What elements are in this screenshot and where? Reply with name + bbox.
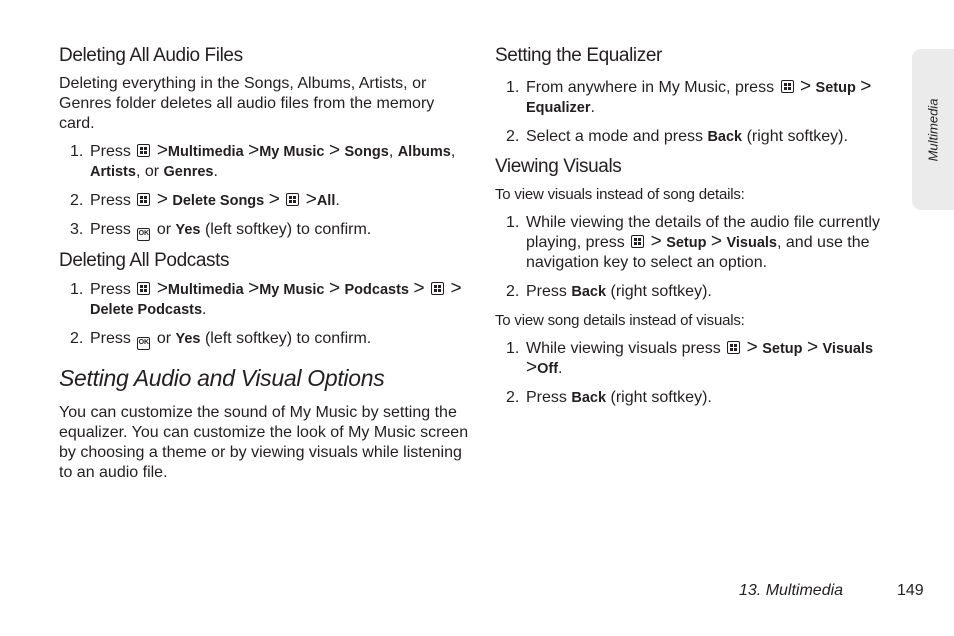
arrow-icon: > — [806, 337, 819, 358]
arrow-icon: > — [328, 278, 341, 299]
list-item: 2. Press Back (right softkey). — [506, 389, 712, 406]
menu-key-icon — [431, 282, 444, 295]
paragraph-audio-visual: You can customize the sound of My Music by setting the equalizer. You can customize the look of My Music screen by choosing a theme or by viewing visuals while listening to an audio file. — [59, 404, 469, 481]
arrow-icon: > — [156, 278, 168, 299]
arrow-icon: > — [860, 76, 872, 97]
chapter-side-tab-label: Multimedia — [925, 98, 941, 161]
paragraph-delete-audio: Deleting everything in the Songs, Albums, Artists, or Genres folder deletes all audio files from the memory card. — [59, 75, 435, 132]
steps-delete-audio — [59, 142, 469, 241]
chapter-side-tab — [912, 49, 954, 210]
list-item: 2. Select a mode and press Back (right softkey). — [506, 128, 848, 145]
arrow-icon: > — [328, 140, 341, 161]
list-item: 1. From anywhere in My Music, press > Setup > Equalizer. — [506, 76, 872, 116]
arrow-icon: > — [413, 278, 425, 299]
steps-view-visuals — [495, 213, 905, 302]
steps-view-details — [495, 339, 905, 408]
arrow-icon: > — [156, 189, 168, 210]
menu-key-icon — [137, 144, 150, 157]
menu-key-icon — [631, 235, 644, 248]
arrow-icon: > — [248, 140, 260, 161]
menu-key-icon — [727, 341, 740, 354]
list-item: 1. Press >Multimedia >My Music > Songs, Albums, Artists, or Genres. — [70, 140, 456, 180]
arrow-icon: > — [450, 278, 462, 299]
left-column — [59, 42, 469, 483]
list-item: 2. Press OK or Yes (left softkey) to confirm. — [59, 329, 469, 350]
arrow-icon: > — [526, 357, 538, 378]
ok-key-icon: OK — [137, 228, 150, 241]
list-item: 3. Press OK or Yes (left softkey) to confirm. — [59, 220, 469, 241]
menu-key-icon — [137, 282, 150, 295]
arrow-icon: > — [305, 189, 317, 210]
intro-view-details: To view song details instead of visuals: — [495, 312, 745, 329]
menu-key-icon — [781, 80, 794, 93]
arrow-icon: > — [710, 231, 723, 252]
footer-chapter: 13. Multimedia — [739, 582, 844, 599]
list-item: 1. While viewing the details of the audio file currently playing, press > Setup > Visuals, and use the navigation key to select an option. — [506, 214, 880, 271]
list-item: 2. Press Back (right softkey). — [506, 283, 712, 300]
arrow-icon: > — [799, 76, 812, 97]
menu-key-icon — [137, 193, 150, 206]
steps-equalizer — [495, 78, 905, 147]
section-heading-viewing-visuals: Viewing Visuals — [495, 156, 622, 177]
section-title-audio-visual: Setting Audio and Visual Options — [59, 365, 385, 391]
section-heading-equalizer: Setting the Equalizer — [495, 45, 662, 66]
arrow-icon: > — [248, 278, 260, 299]
arrow-icon: > — [650, 231, 662, 252]
list-item: 1. Press >Multimedia >My Music > Podcasts > > Delete Podcasts. — [70, 278, 462, 318]
menu-key-icon — [286, 193, 299, 206]
ok-key-icon: OK — [137, 337, 150, 350]
intro-view-visuals: To view visuals instead of song details: — [495, 186, 745, 203]
list-item: 2. Press > Delete Songs > >All. — [70, 189, 340, 210]
list-item: 1. While viewing visuals press > Setup > Visuals >Off. — [506, 337, 874, 378]
arrow-icon: > — [746, 337, 758, 358]
section-heading-delete-audio: Deleting All Audio Files — [59, 45, 243, 66]
page-number: 149 — [897, 582, 924, 599]
arrow-icon: > — [268, 189, 280, 210]
arrow-icon: > — [156, 140, 168, 161]
section-heading-delete-podcasts: Deleting All Podcasts — [59, 250, 230, 271]
right-column — [495, 42, 905, 408]
steps-delete-podcasts — [59, 280, 469, 350]
